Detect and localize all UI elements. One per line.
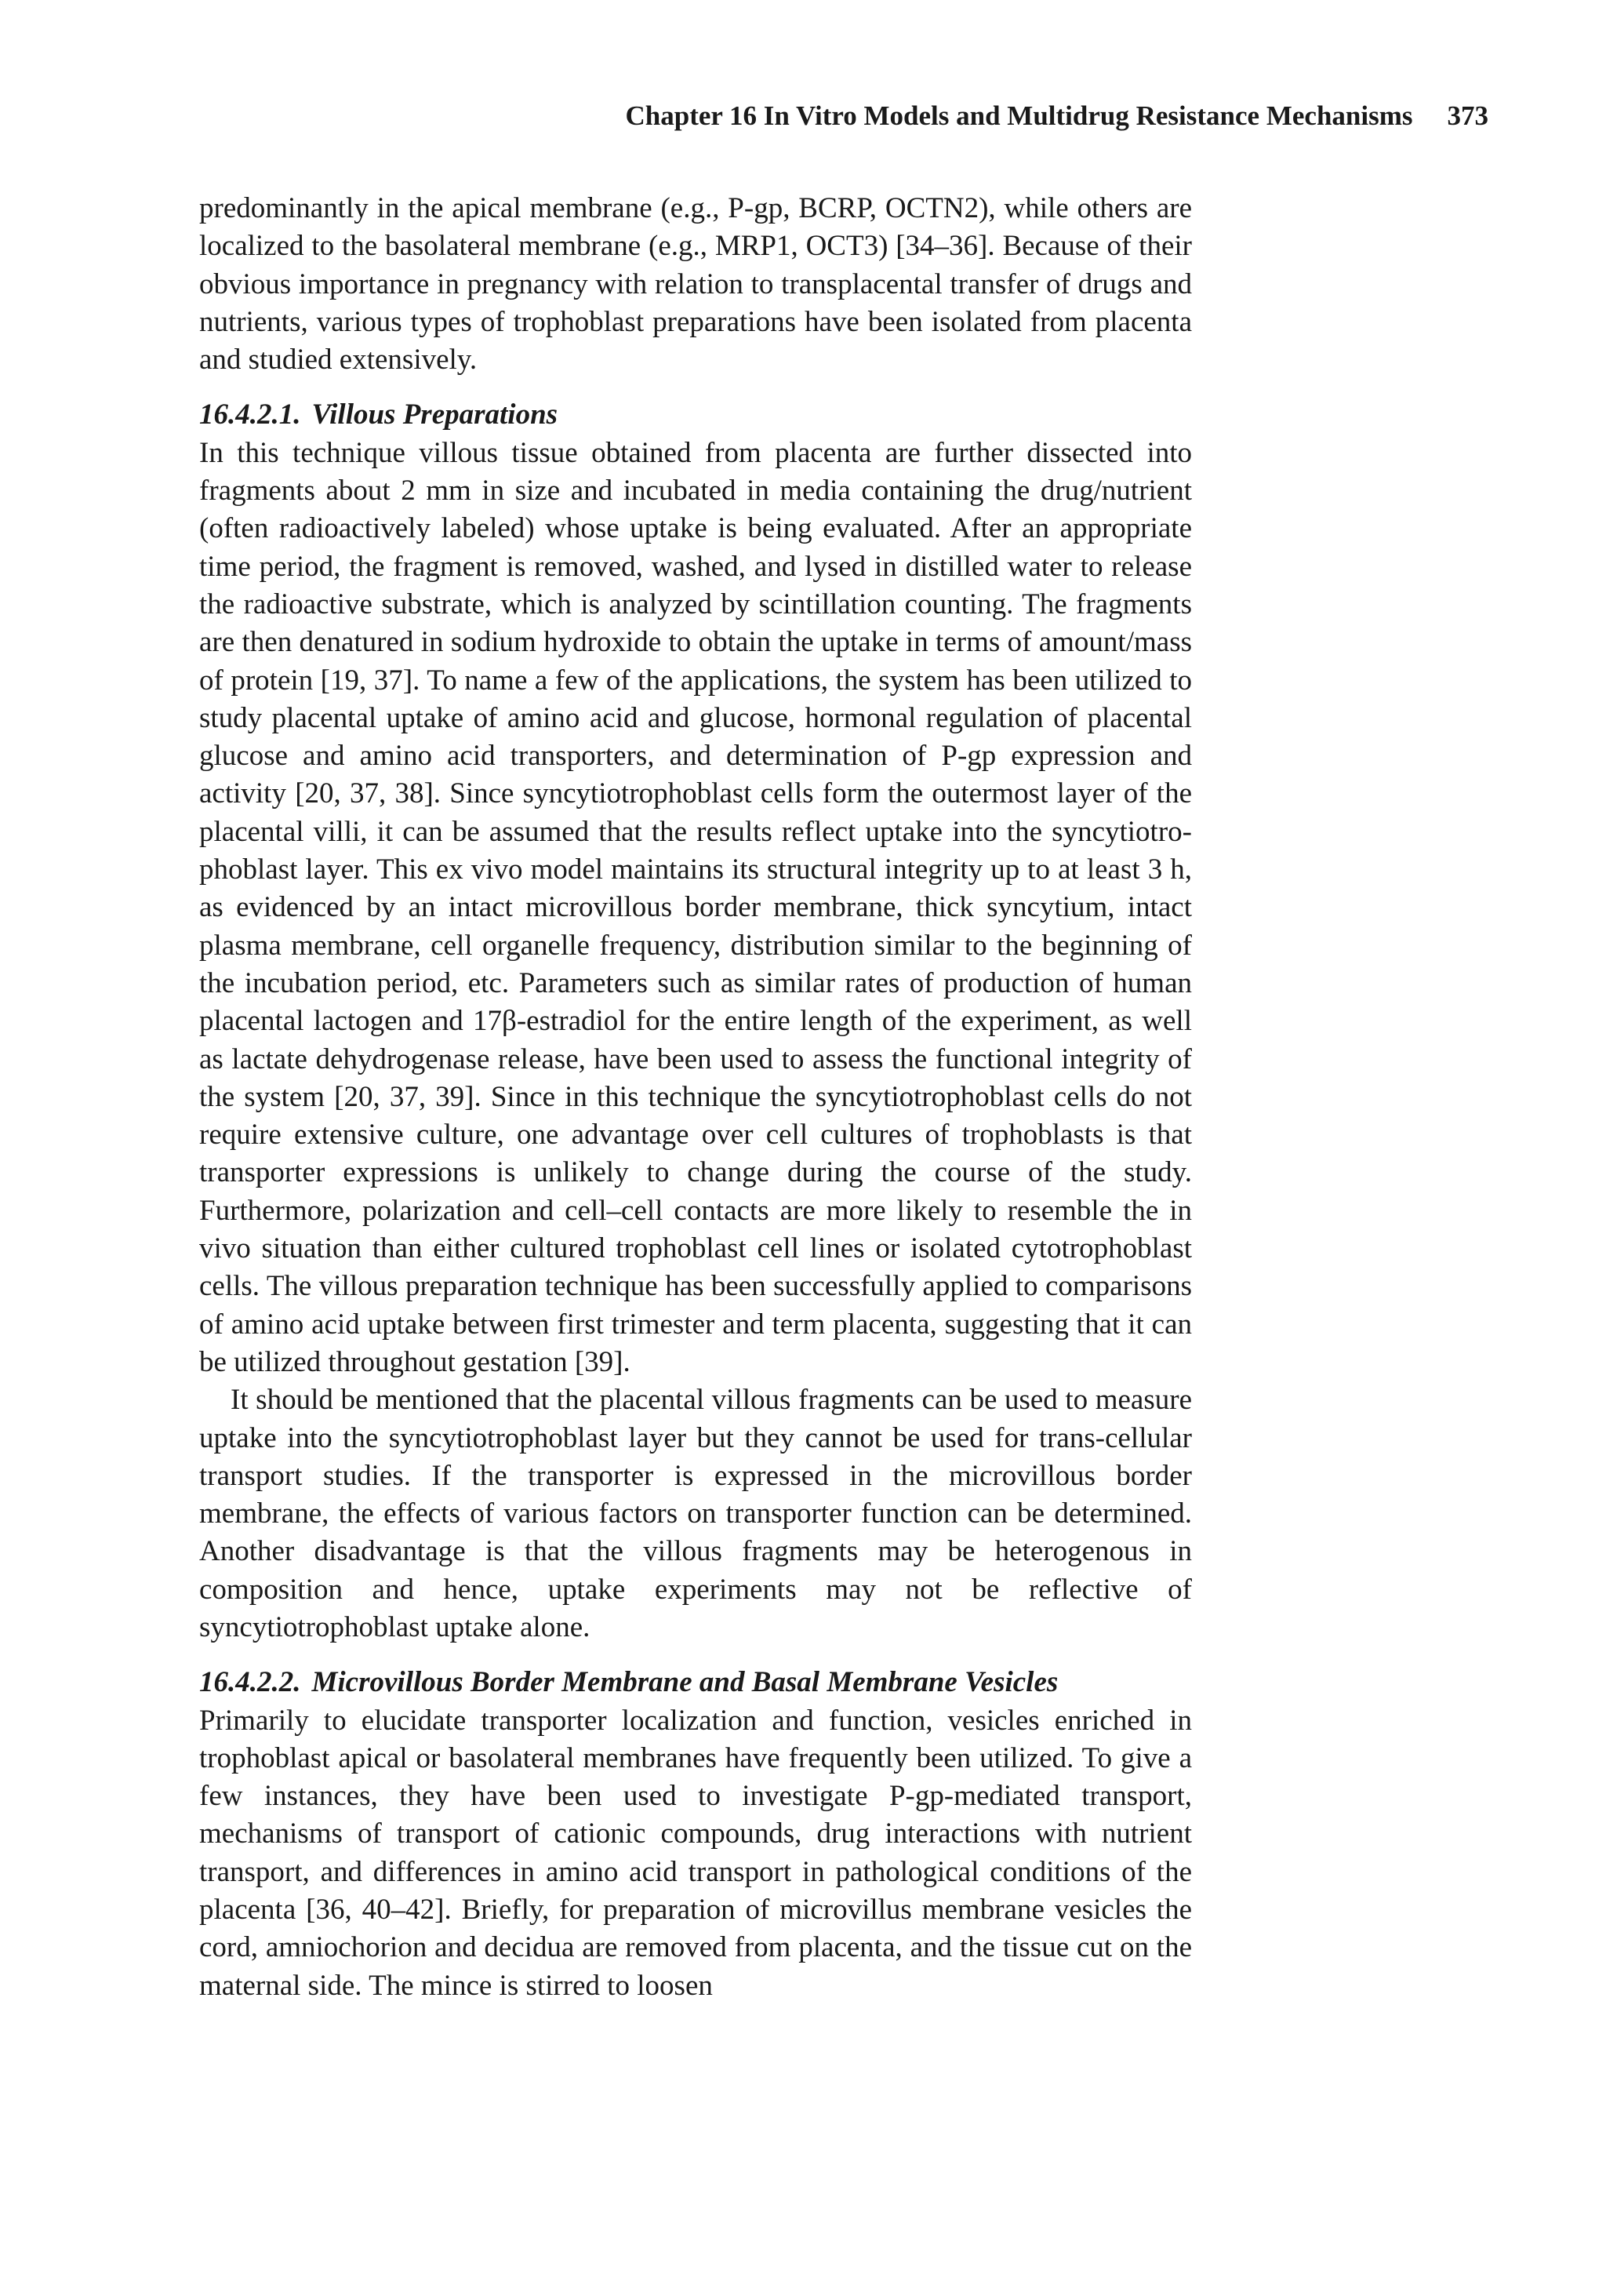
section-heading [199, 396, 1192, 434]
paragraph: In this technique villous tissue obtained from placenta are further dissected into fragments about 2 mm in size and incubated in media containing the drug/nutrient (often radioactively labeled) whose uptake is being evaluated. After an appropriate time period, the fragment is removed, washed, and lysed in distilled water to release the radioactive substrate, which is analyzed by scintillation counting. The fragments are then denatured in sodium hydroxide to obtain the uptake in terms of amount/mass of protein [19, 37]. To name a few of the applications, the system has been utilized to study placental uptake of amino acid and glucose, hormonal regulation of placental glucose and amino acid transporters, and determination of P-gp expression and activity [20, 37, 38]. Since syncytiotrophoblast cells form the outermost layer of the placental villi, it can be assumed that the results reflect uptake into the syncytiotrophoblast layer. This ex vivo model maintains its structural integrity up to at least 3 h, as evidenced by an intact microvillous border membrane, thick syncytium, intact plasma membrane, cell organelle frequency, distribution similar to the beginning of the incubation period, etc. Parameters such as similar rates of production of human placental lactogen and 17β-estradiol for the entire length of the experiment, as well as lactate dehydrogenase release, have been used to assess the functional integrity of the system [20, 37, 39]. Since in this technique the syncytiotrophoblast cells do not require extensive culture, one advantage over cell cultures of trophoblasts is that transporter expressions is unlikely to change during the course of the study. Furthermore, polarization and cell–cell contacts are more likely to resemble the in vivo situation than either cultured trophoblast cell lines or isolated cytotrophoblast cells. The villous preparation technique has been successfully applied to comparisons of amino acid uptake between first trimester and term placenta, suggesting that it can be utilized throughout gestation [39]. [199, 436, 1192, 1378]
section-title: Microvillous Border Membrane and Basal Membrane Vesicles [311, 1666, 1059, 1699]
running-head [625, 99, 1488, 133]
section-number: 16.4.2.1. [199, 398, 301, 431]
page-number: 373 [1447, 100, 1488, 131]
paragraph: It should be mentioned that the placental villous fragments can be used to measure uptake into the syncytiotrophoblast layer but they cannot be used for trans-cellular transport studies. If the transporter is expressed in the microvillous border membrane, the effects of various factors on transporter function can be determined. Another disadvantage is that the villous fragments may be heterogenous in composition and hence, uptake experiments may not be reflective of syncytiotrophoblast uptake alone. [199, 1384, 1192, 1643]
spacer [199, 379, 1192, 396]
body-text [199, 190, 1192, 2005]
intro-paragraph: predominantly in the apical membrane (e.g., P-gp, BCRP, OCTN2), while others are localized to the basolateral membrane (e.g., MRP1, OCT3) [34–36]. Because of their obvious importance in pregnancy with relation to transplacental transfer of drugs and nutrients, various types of trophoblast preparations have been isolated from placenta and studied extensively. [199, 192, 1192, 377]
paragraph: Primarily to elucidate transporter localization and function, vesicles enriched in trophoblast apical or basolateral membranes have frequently been utilized. To give a few instances, they have been used to investigate P-gp-mediated transport, mechanisms of transport of cationic compounds, drug interactions with nutrient transport, and differences in amino acid transport in pathological conditions of the placenta [36, 40–42]. Briefly, for preparation of microvillus membrane vesicles the cord, amniochorion and decidua are removed from placenta, and the tissue cut on the maternal side. The mince is stirred to loosen [199, 1704, 1192, 2002]
spacer [199, 1646, 1192, 1664]
section-heading [199, 1664, 1192, 1701]
running-title: Chapter 16 In Vitro Models and Multidrug Resistance Mechanisms [625, 100, 1413, 131]
section-title: Villous Preparations [311, 398, 558, 431]
section-number: 16.4.2.2. [199, 1666, 301, 1699]
